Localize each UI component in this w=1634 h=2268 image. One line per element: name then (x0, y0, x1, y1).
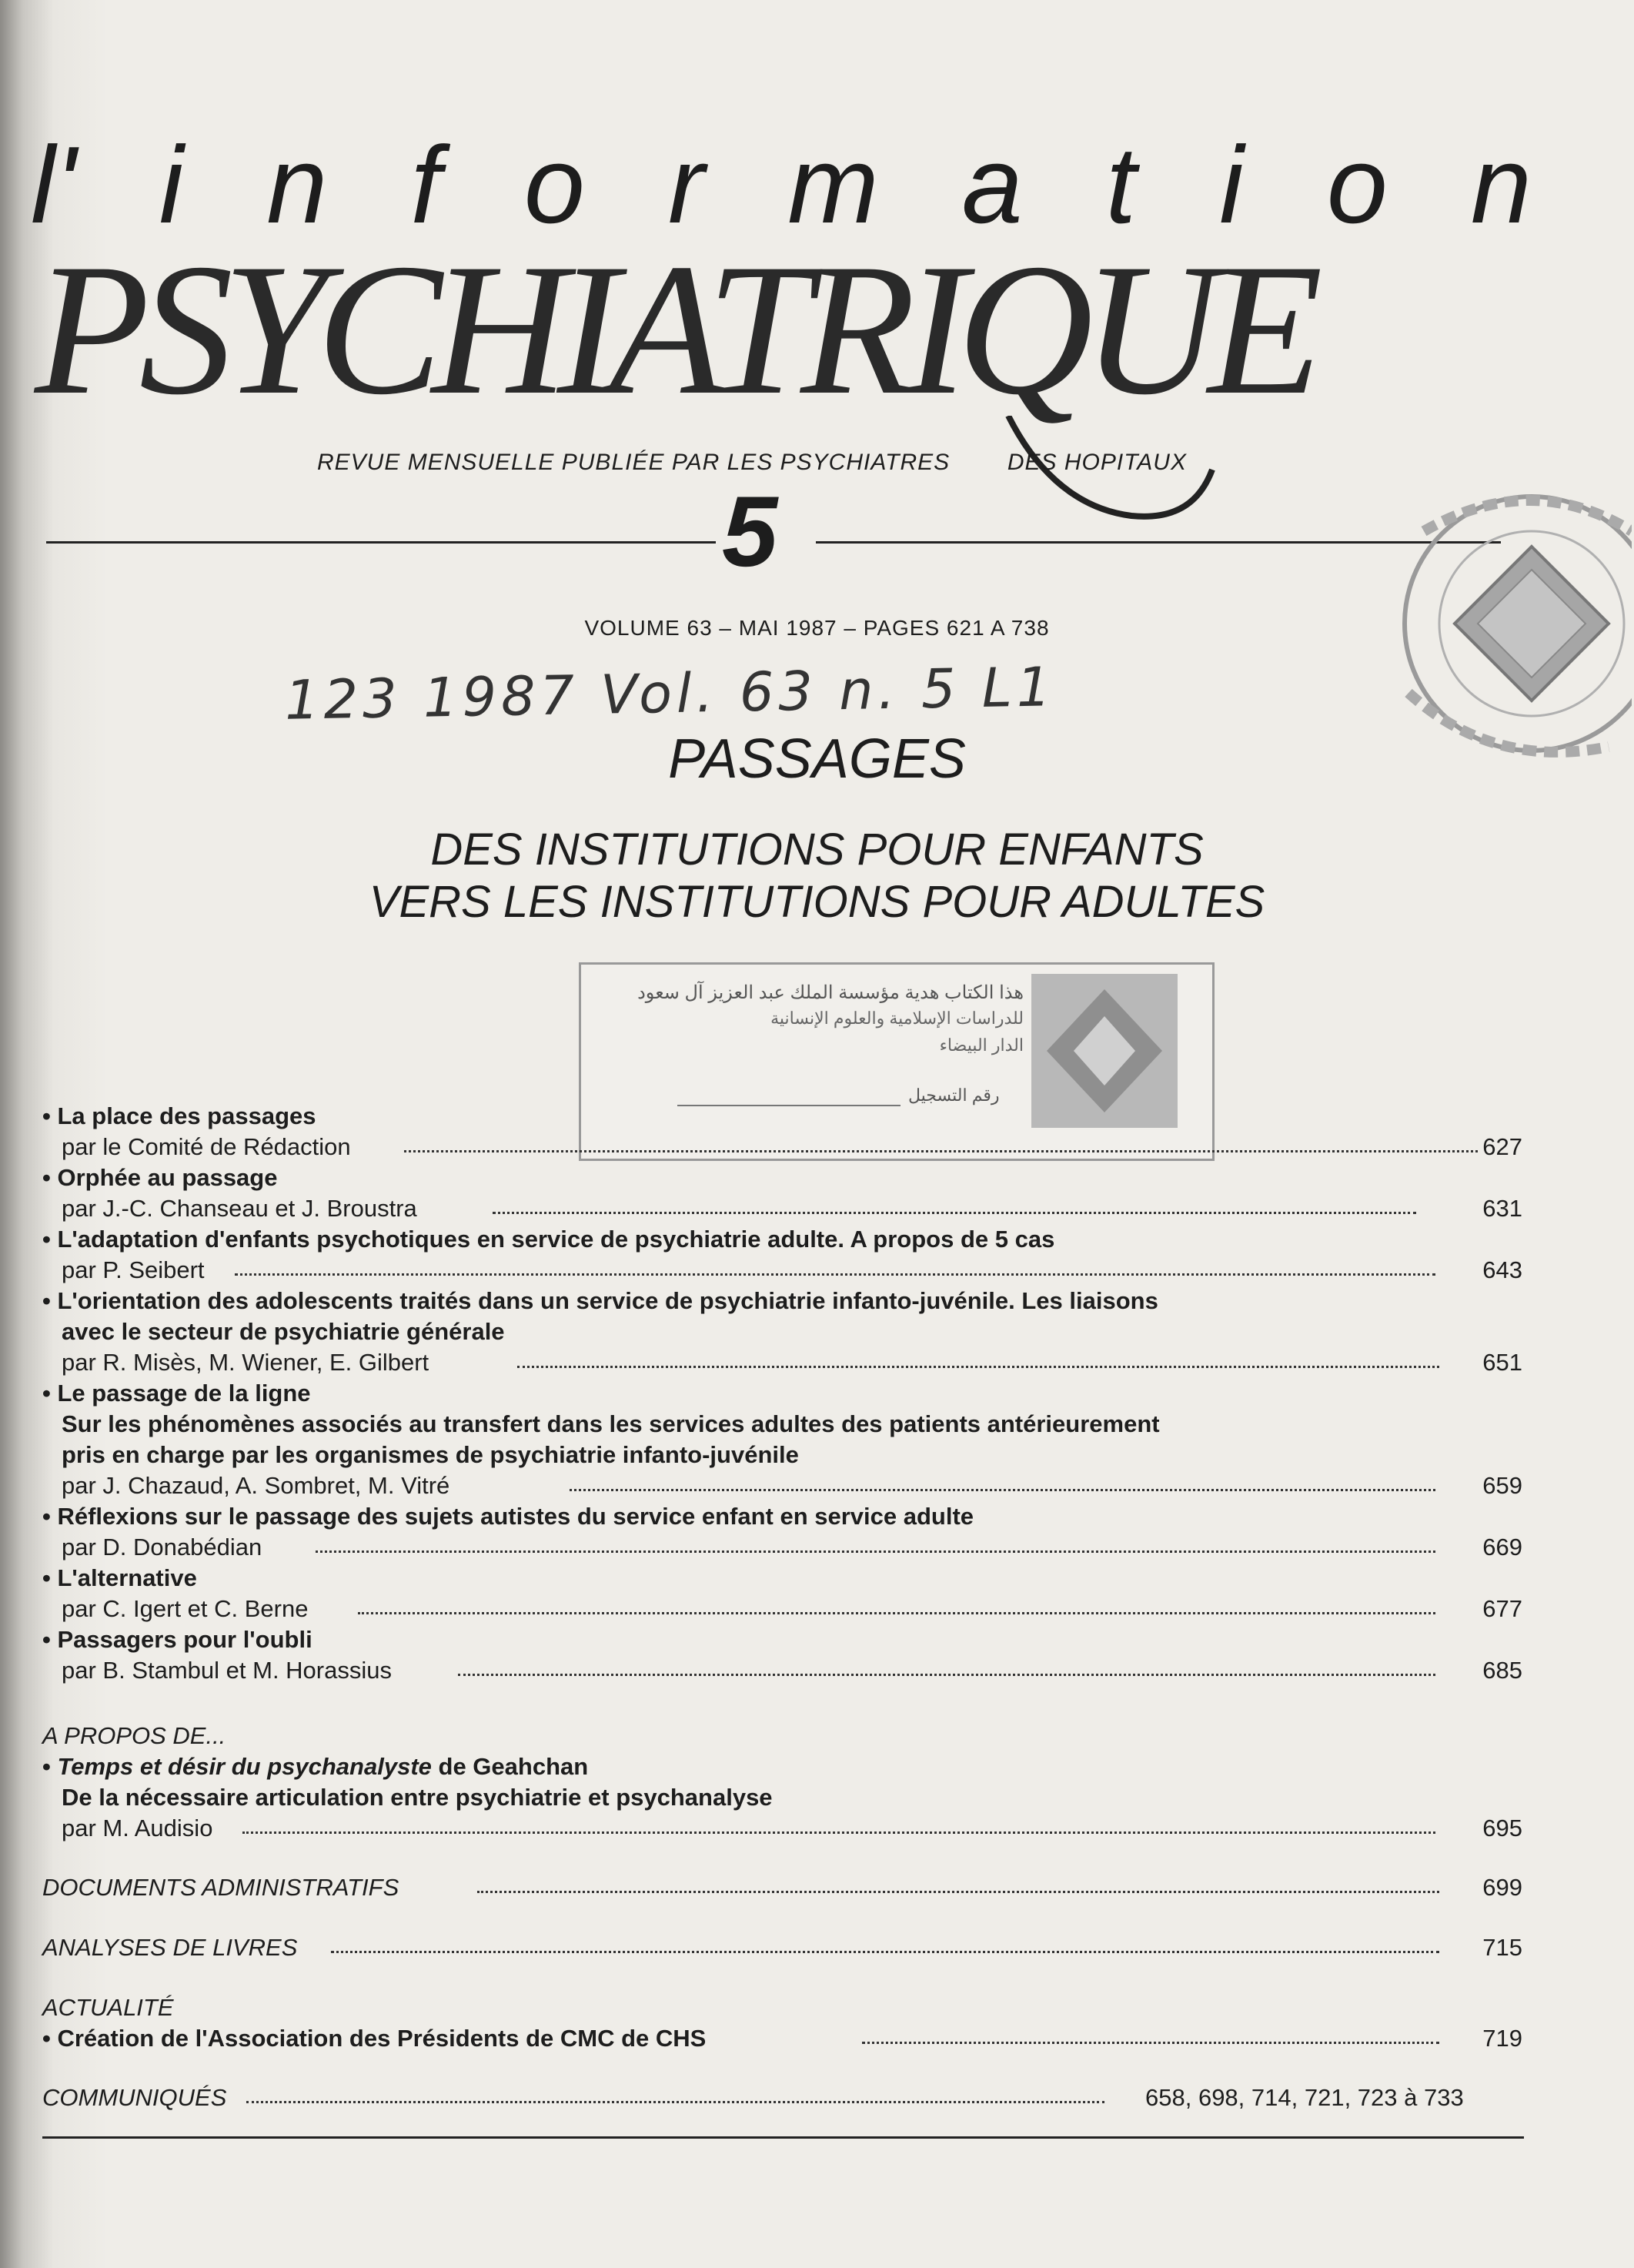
toc-item-authors: par B. Stambul et M. Horassius (62, 1657, 392, 1684)
toc-item-title: • La place des passages (42, 1101, 316, 1132)
apropos-authors: par M. Audisio (62, 1815, 213, 1841)
masthead-subtitle (317, 450, 1187, 476)
toc-item-title-cont: pris en charge par les organismes de psychiatrie infanto-juvénile (62, 1441, 799, 1468)
analyses-heading: ANALYSES DE LIVRES (42, 1934, 298, 1961)
documents-page: 699 (1482, 1874, 1522, 1901)
toc-item-title-cont: Sur les phénomènes associés au transfert dans les services adultes des patients antérieurement (62, 1410, 1160, 1437)
toc-leader (458, 1671, 1435, 1676)
apropos-title-rest: de Geahchan (431, 1753, 589, 1780)
masthead-information (31, 124, 1532, 246)
communiques-pages: 658, 698, 714, 721, 723 à 733 (1145, 2084, 1464, 2111)
toc-item-page: 651 (1482, 1349, 1522, 1376)
toc-item-title: • Le passage de la ligne (42, 1378, 311, 1409)
masthead-letter: i (1219, 124, 1244, 246)
toc-leader (404, 1147, 1478, 1152)
masthead-letter: n (266, 124, 328, 246)
rule-left (46, 541, 716, 544)
toc-leader (246, 2098, 1104, 2103)
apropos-heading: A PROPOS DE... (42, 1722, 226, 1749)
toc-leader (235, 1270, 1435, 1276)
masthead-letter: n (1470, 124, 1532, 246)
toc-leader (517, 1363, 1439, 1368)
toc-item-page: 659 (1482, 1472, 1522, 1499)
bottom-rule (42, 2136, 1524, 2139)
communiques-heading: COMMUNIQUÉS (42, 2084, 227, 2111)
masthead-letter: m (787, 124, 879, 246)
actualite-page: 719 (1482, 2025, 1522, 2052)
toc-item-authors: par P. Seibert (62, 1256, 205, 1283)
toc-leader (862, 2039, 1439, 2044)
toc-leader (570, 1486, 1435, 1491)
stamp-registration-line (677, 1105, 901, 1106)
apropos-title (42, 1751, 588, 1782)
toc-leader (331, 1948, 1439, 1953)
toc-item-title: • Réflexions sur le passage des sujets autistes du service enfant en service adulte (42, 1501, 974, 1532)
masthead-letter: o (523, 124, 585, 246)
stamp-text-line3: الدار البيضاء (939, 1035, 1024, 1055)
subtitle-right: DES HOPITAUX (1007, 450, 1187, 475)
toc-item-page: 627 (1482, 1133, 1522, 1160)
issue-theme-subtitle-line1: DES INSTITUTIONS POUR ENFANTS (430, 825, 1204, 875)
toc-item-title: • Passagers pour l'oubli (42, 1624, 312, 1655)
journal-title: PSYCHIATRIQUE (35, 225, 1312, 433)
toc-leader (493, 1209, 1416, 1214)
toc-item-authors: par C. Igert et C. Berne (62, 1595, 309, 1622)
apropos-title-italic: Temps et désir du psychanalyste (57, 1753, 432, 1780)
toc-item-authors: par D. Donabédian (62, 1534, 262, 1561)
masthead-letter: r (667, 124, 705, 246)
toc-item-authors: par J.-C. Chanseau et J. Broustra (62, 1195, 417, 1222)
toc-leader (316, 1547, 1435, 1553)
handwritten-call-number: 123 1987 Vol. 63 n. 5 L1 (284, 655, 1056, 732)
toc-item-title: • L'adaptation d'enfants psychotiques en service de psychiatrie adulte. A propos de 5 cas (42, 1224, 1054, 1255)
toc-leader (358, 1609, 1435, 1614)
foundation-logo-icon (1031, 974, 1178, 1128)
documents-heading: DOCUMENTS ADMINISTRATIFS (42, 1874, 399, 1901)
toc-item-title: • L'alternative (42, 1563, 197, 1594)
toc-item-title: • L'orientation des adolescents traités dans un service de psychiatrie infanto-juvénile. Les liaisons (42, 1286, 1158, 1316)
subtitle-left: REVUE MENSUELLE PUBLIÉE PAR LES PSYCHIATRES (317, 450, 951, 475)
actualite-heading: ACTUALITÉ (42, 1994, 174, 2021)
volume-line: VOLUME 63 – MAI 1987 – PAGES 621 A 738 (584, 616, 1050, 640)
issue-number: 5 (722, 475, 778, 587)
toc-item-authors: par R. Misès, M. Wiener, E. Gilbert (62, 1349, 429, 1376)
toc-item-page: 669 (1482, 1534, 1522, 1561)
apropos-page: 695 (1482, 1815, 1522, 1841)
toc-leader (477, 1888, 1439, 1893)
toc-item-page: 631 (1482, 1195, 1522, 1222)
stamp-registration-label: رقم التسجيل (908, 1085, 1000, 1105)
masthead-letter: o (1326, 124, 1388, 246)
stamp-text-line1: هذا الكتاب هدية مؤسسة الملك عبد العزيز آل سعود (637, 982, 1024, 1003)
toc-item-page: 677 (1482, 1595, 1522, 1622)
toc-item-page: 643 (1482, 1256, 1522, 1283)
issue-theme-subtitle-line2: VERS LES INSTITUTIONS POUR ADULTES (369, 877, 1265, 927)
actualite-title: • Création de l'Association des Présidents de CMC de CHS (42, 2023, 706, 2054)
masthead-letter: i (159, 124, 184, 246)
toc-item-authors: par le Comité de Rédaction (62, 1133, 351, 1160)
toc-item-title-cont: avec le secteur de psychiatrie générale (62, 1318, 505, 1345)
toc-item-authors: par J. Chazaud, A. Sombret, M. Vitré (62, 1472, 450, 1499)
masthead-letter: a (961, 124, 1023, 246)
toc-item-page: 685 (1482, 1657, 1522, 1684)
analyses-page: 715 (1482, 1934, 1522, 1961)
apropos-title-cont: De la nécessaire articulation entre psychiatrie et psychanalyse (62, 1784, 773, 1811)
masthead-letter: l' (31, 124, 76, 246)
toc-item-title: • Orphée au passage (42, 1162, 277, 1193)
masthead-letter: t (1105, 124, 1137, 246)
issue-theme-title: PASSAGES (668, 728, 966, 790)
stamp-text-line2: للدراسات الإسلامية والعلوم الإنسانية (770, 1009, 1024, 1028)
toc-leader (242, 1828, 1435, 1834)
masthead-letter: f (410, 124, 441, 246)
